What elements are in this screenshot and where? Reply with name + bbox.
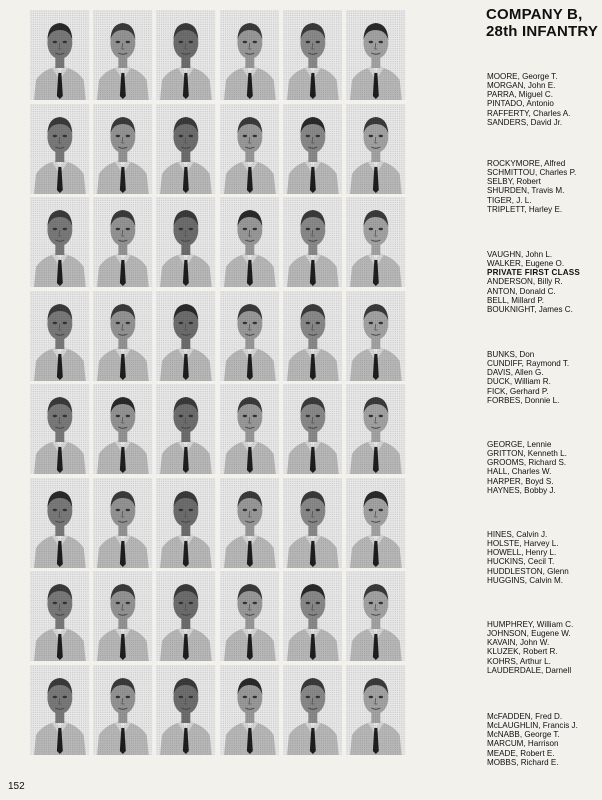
soldier-name: GEORGE, Lennie: [487, 440, 552, 449]
portrait-photo: [283, 291, 343, 381]
soldier-name: HUDDLESTON, Glenn: [487, 566, 569, 576]
portrait-image: [93, 665, 153, 755]
portrait-image: [30, 571, 90, 661]
soldier-name: KLUZEK, Robert R.: [487, 647, 558, 657]
portrait-image: [346, 104, 406, 194]
portrait-image: [220, 10, 280, 100]
portrait-image: [30, 104, 90, 194]
portrait-photo: [283, 197, 343, 287]
name-group: [487, 440, 567, 495]
portrait-photo: [156, 384, 216, 474]
portrait-photo: [220, 571, 280, 661]
portrait-image: [283, 197, 343, 287]
soldier-name: HARPER, Boyd S.: [487, 476, 554, 486]
portrait-image: [156, 104, 216, 194]
portrait-image: [220, 197, 280, 287]
soldier-name: MOORE, George T.: [487, 72, 558, 81]
soldier-name: PINTADO, Antonio: [487, 99, 554, 109]
portrait-image: [93, 104, 153, 194]
portrait-image: [346, 571, 406, 661]
portrait-image: [220, 571, 280, 661]
portrait-photo: [346, 104, 406, 194]
soldier-name: TIGER, J. L.: [487, 195, 532, 205]
soldier-name: GROOMS, Richard S.: [487, 458, 567, 468]
portrait-photo: [93, 384, 153, 474]
soldier-name: McNABB, George T.: [487, 730, 560, 740]
portrait-photo: [93, 197, 153, 287]
soldier-name: KAVAIN, John W.: [487, 638, 550, 648]
name-group: [487, 350, 569, 405]
portrait-image: [156, 384, 216, 474]
portrait-photo: [220, 384, 280, 474]
name-group: [487, 159, 576, 214]
portrait-image: [93, 384, 153, 474]
soldier-name: DUCK, William R.: [487, 377, 551, 387]
portrait-photo: [156, 104, 216, 194]
soldier-name: WALKER, Eugene O.: [487, 259, 565, 269]
name-group: [487, 72, 570, 127]
portrait-photo: [156, 291, 216, 381]
soldier-name: SELBY, Robert: [487, 177, 541, 187]
soldier-name: BOUKNIGHT, James C.: [487, 304, 573, 314]
soldier-name: TRIPLETT, Harley E.: [487, 204, 563, 214]
portrait-image: [283, 104, 343, 194]
soldier-name: ANTON, Donald C.: [487, 286, 556, 296]
portrait-image: [156, 291, 216, 381]
portrait-image: [156, 478, 216, 568]
portrait-image: [93, 291, 153, 381]
soldier-name: SHURDEN, Travis M.: [487, 186, 565, 196]
portrait-photo: [346, 10, 406, 100]
portrait-image: [93, 571, 153, 661]
portrait-photo: [156, 665, 216, 755]
portrait-image: [220, 291, 280, 381]
soldier-name: PARRA, Miguel C.: [487, 90, 553, 100]
portrait-image: [30, 197, 90, 287]
soldier-name: HALL, Charles W.: [487, 467, 552, 477]
photo-grid: [30, 10, 406, 755]
portrait-image: [93, 197, 153, 287]
portrait-photo: [220, 197, 280, 287]
portrait-image: [283, 10, 343, 100]
portrait-image: [346, 10, 406, 100]
soldier-name: FICK, Gerhard P.: [487, 386, 549, 396]
soldier-name: MORGAN, John E.: [487, 81, 556, 91]
soldier-name: HOLSTE, Harvey L.: [487, 539, 559, 549]
soldier-name: HUCKINS, Cecil T.: [487, 557, 555, 567]
soldier-name: McFADDEN, Fred D.: [487, 712, 563, 721]
portrait-image: [30, 291, 90, 381]
portrait-photo: [283, 665, 343, 755]
portrait-image: [220, 665, 280, 755]
portrait-image: [30, 10, 90, 100]
portrait-photo: [30, 665, 90, 755]
soldier-name: FORBES, Donnie L.: [487, 395, 560, 405]
portrait-photo: [93, 291, 153, 381]
soldier-name: JOHNSON, Eugene W.: [487, 629, 571, 639]
soldier-name: ANDERSON, Billy R.: [487, 277, 563, 287]
portrait-photo: [30, 104, 90, 194]
portrait-photo: [220, 291, 280, 381]
portrait-photo: [346, 571, 406, 661]
portrait-photo: [30, 197, 90, 287]
soldier-name: VAUGHN, John L.: [487, 250, 553, 259]
portrait-photo: [156, 10, 216, 100]
portrait-image: [283, 478, 343, 568]
soldier-name: McLAUGHLIN, Francis J.: [487, 721, 578, 731]
portrait-image: [30, 384, 90, 474]
portrait-image: [346, 478, 406, 568]
portrait-image: [346, 384, 406, 474]
soldier-name: MEADE, Robert E.: [487, 748, 555, 758]
portrait-image: [30, 665, 90, 755]
portrait-image: [156, 665, 216, 755]
soldier-name: SANDERS, David Jr.: [487, 117, 563, 127]
name-group: [487, 620, 573, 675]
portrait-photo: [220, 104, 280, 194]
soldier-name: SCHMITTOU, Charles P.: [487, 168, 577, 178]
page-number: 152: [8, 781, 25, 792]
portrait-photo: [346, 665, 406, 755]
rank-heading: PRIVATE FIRST CLASS: [487, 268, 580, 278]
portrait-photo: [30, 478, 90, 568]
name-group: [487, 712, 578, 767]
title-line-regiment: 28th INFANTRY: [486, 23, 599, 40]
portrait-image: [346, 291, 406, 381]
title-line-company: COMPANY B,: [486, 6, 583, 23]
portrait-image: [93, 10, 153, 100]
soldier-name: HUGGINS, Calvin M.: [487, 575, 564, 585]
soldier-name: MOBBS, Richard E.: [487, 757, 559, 767]
page-title: [486, 6, 598, 40]
soldier-name: ROCKYMORE, Alfred: [487, 159, 566, 168]
portrait-image: [283, 571, 343, 661]
portrait-photo: [283, 571, 343, 661]
soldier-name: CUNDIFF, Raymond T.: [487, 359, 570, 369]
portrait-photo: [93, 571, 153, 661]
portrait-photo: [156, 197, 216, 287]
portrait-image: [283, 665, 343, 755]
soldier-name: HINES, Calvin J.: [487, 530, 548, 539]
portrait-image: [156, 571, 216, 661]
soldier-name: GRITTON, Kenneth L.: [487, 449, 567, 459]
portrait-photo: [283, 10, 343, 100]
soldier-name: RAFFERTY, Charles A.: [487, 108, 571, 118]
portrait-photo: [283, 384, 343, 474]
portrait-photo: [93, 104, 153, 194]
portrait-image: [220, 104, 280, 194]
portrait-image: [30, 478, 90, 568]
name-group: [487, 530, 569, 585]
portrait-photo: [30, 571, 90, 661]
portrait-photo: [220, 478, 280, 568]
portrait-image: [283, 384, 343, 474]
portrait-photo: [30, 384, 90, 474]
soldier-name: HOWELL, Henry L.: [487, 548, 557, 558]
portrait-image: [283, 291, 343, 381]
soldier-name: HUMPHREY, William C.: [487, 620, 574, 629]
portrait-photo: [283, 104, 343, 194]
portrait-photo: [220, 10, 280, 100]
soldier-name: DAVIS, Allen G.: [487, 368, 544, 378]
portrait-photo: [283, 478, 343, 568]
portrait-photo: [93, 665, 153, 755]
soldier-name: BELL, Millard P.: [487, 295, 544, 305]
portrait-image: [220, 478, 280, 568]
portrait-photo: [156, 478, 216, 568]
portrait-photo: [93, 10, 153, 100]
portrait-image: [156, 197, 216, 287]
portrait-photo: [30, 10, 90, 100]
portrait-photo: [93, 478, 153, 568]
soldier-name: LAUDERDALE, Darnell: [487, 665, 572, 675]
portrait-image: [220, 384, 280, 474]
soldier-name: MARCUM, Harrison: [487, 739, 559, 749]
portrait-photo: [346, 478, 406, 568]
name-group: [487, 250, 580, 314]
portrait-image: [93, 478, 153, 568]
portrait-image: [156, 10, 216, 100]
portrait-photo: [346, 197, 406, 287]
portrait-image: [346, 665, 406, 755]
soldier-name: KOHRS, Arthur L.: [487, 656, 551, 666]
portrait-photo: [30, 291, 90, 381]
portrait-image: [346, 197, 406, 287]
portrait-photo: [156, 571, 216, 661]
portrait-photo: [346, 384, 406, 474]
soldier-name: HAYNES, Bobby J.: [487, 485, 556, 495]
portrait-photo: [346, 291, 406, 381]
soldier-name: BUNKS, Don: [487, 350, 535, 359]
portrait-photo: [220, 665, 280, 755]
